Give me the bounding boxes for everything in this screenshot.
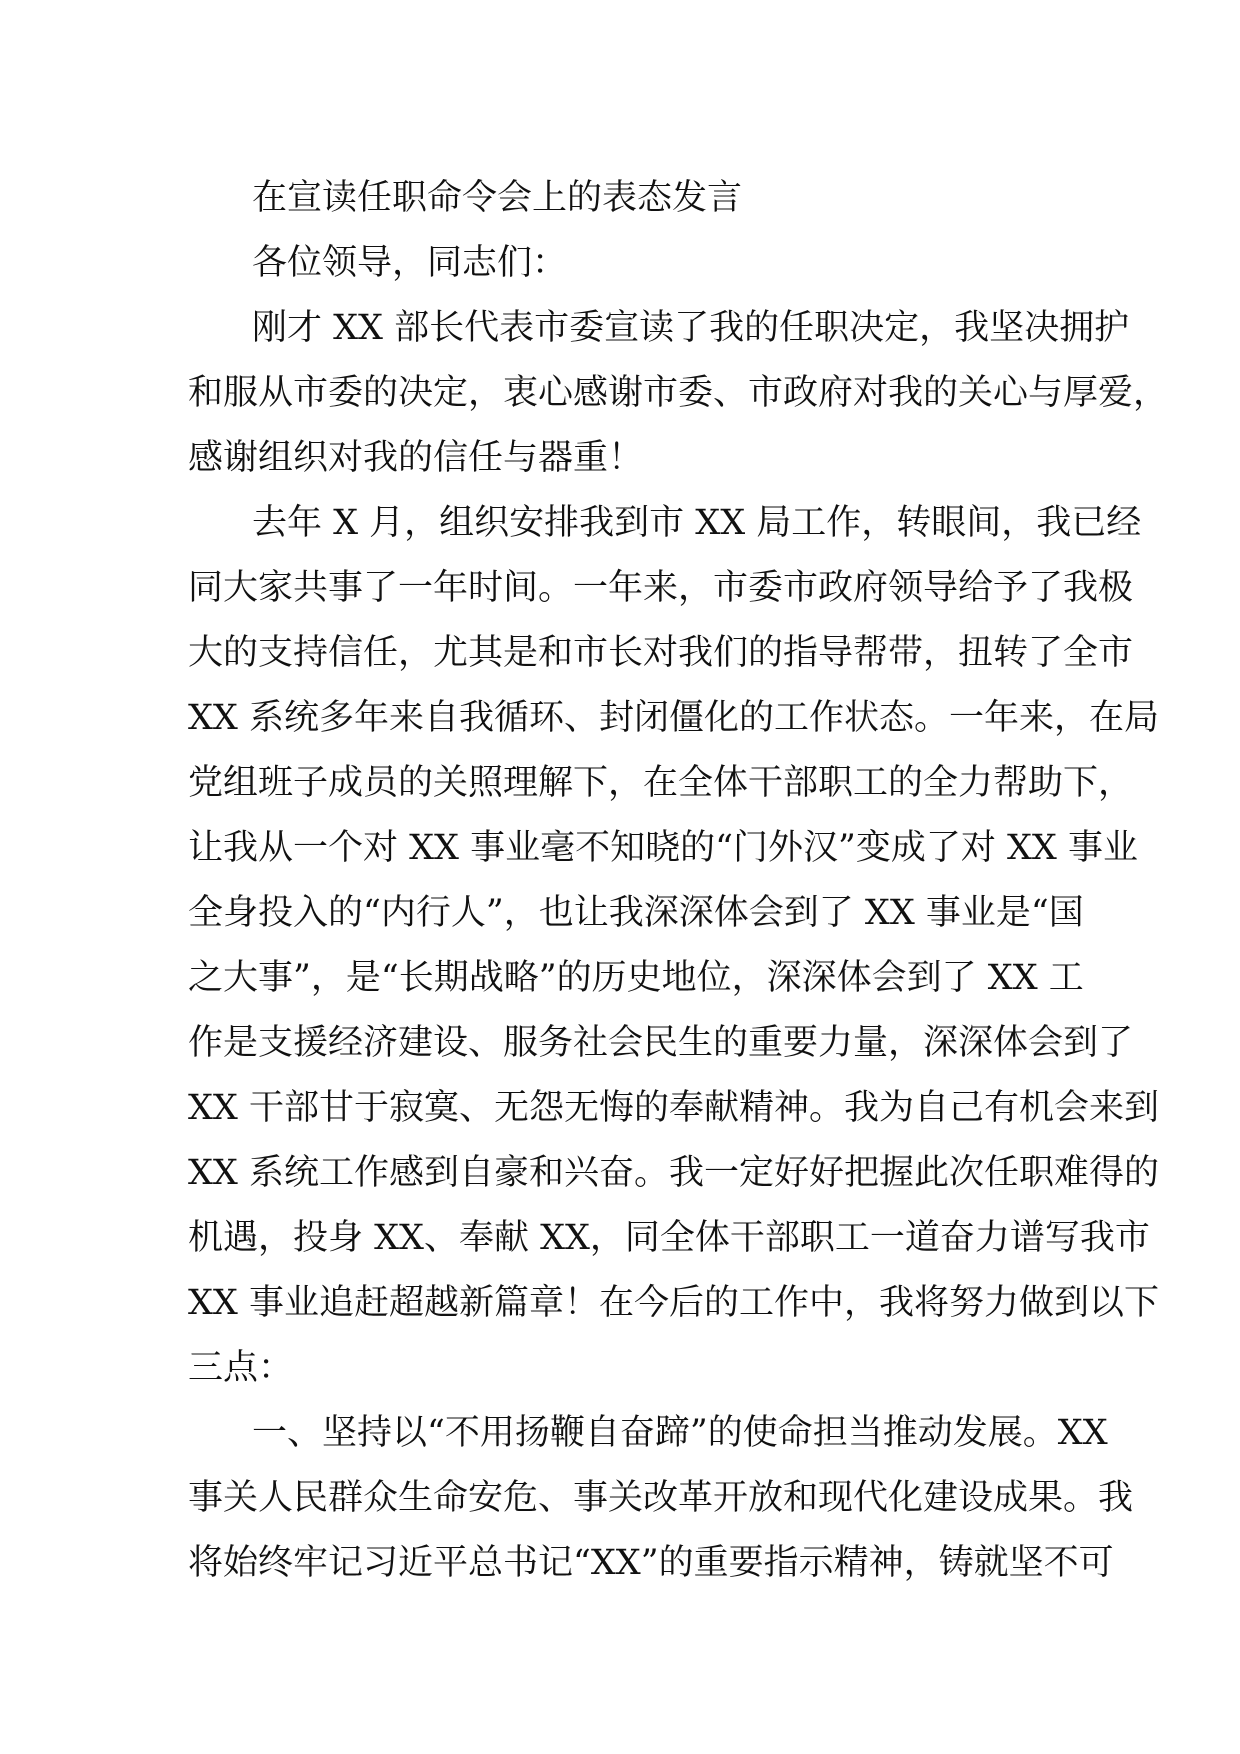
text-line: 将始终牢记习近平总书记“XX”的重要指示精神，铸就坚不可 [188, 1543, 1114, 1583]
document-body [188, 166, 1169, 1596]
document-title: 在宣读任职命令会上的表态发言 [252, 178, 743, 218]
text-line: XX 系统多年来自我循环、封闭僵化的工作状态。一年来，在局 [188, 698, 1159, 738]
text-line: 事关人民群众生命安危、事关改革开放和现代化建设成果。我 [188, 1478, 1134, 1518]
text-line: 全身投入的“内行人”，也让我深深体会到了 XX 事业是“国 [188, 893, 1084, 933]
salutation: 各位领导，同志们： [252, 243, 568, 283]
text-line: 三点： [188, 1348, 294, 1388]
text-line: 感谢组织对我的信任与器重！ [188, 438, 644, 478]
text-line: XX 事业追赶超越新篇章！在今后的工作中，我将努力做到以下 [188, 1283, 1159, 1323]
text-line: XX 干部甘于寂寞、无怨无悔的奉献精神。我为自己有机会来到 [188, 1088, 1159, 1128]
text-line: 刚才 XX 部长代表市委宣读了我的任职决定，我坚决拥护 [252, 308, 1130, 348]
text-line: 和服从市委的决定，衷心感谢市委、市政府对我的关心与厚爱， [188, 373, 1169, 413]
text-line: 机遇，投身 XX、奉献 XX，同全体干部职工一道奋力谱写我市 [188, 1218, 1150, 1258]
text-line: XX 系统工作感到自豪和兴奋。我一定好好把握此次任职难得的 [188, 1153, 1159, 1193]
text-line: 同大家共事了一年时间。一年来，市委市政府领导给予了我极 [188, 568, 1134, 608]
text-line: 之大事”，是“长期战略”的历史地位，深深体会到了 XX 工 [188, 958, 1084, 998]
text-line: 去年 X 月，组织安排我到市 XX 局工作，转眼间，我已经 [252, 503, 1142, 543]
text-line: 让我从一个对 XX 事业毫不知晓的“门外汉”变成了对 XX 事业 [188, 828, 1138, 868]
text-line: 大的支持信任，尤其是和市长对我们的指导帮带，扭转了全市 [188, 633, 1134, 673]
section-heading-1: 一、坚持以“不用扬鞭自奋蹄”的使命担当推动发展。XX [252, 1413, 1108, 1453]
text-line: 作是支援经济建设、服务社会民生的重要力量，深深体会到了 [188, 1023, 1134, 1063]
text-line: 党组班子成员的关照理解下，在全体干部职工的全力帮助下， [188, 763, 1134, 803]
